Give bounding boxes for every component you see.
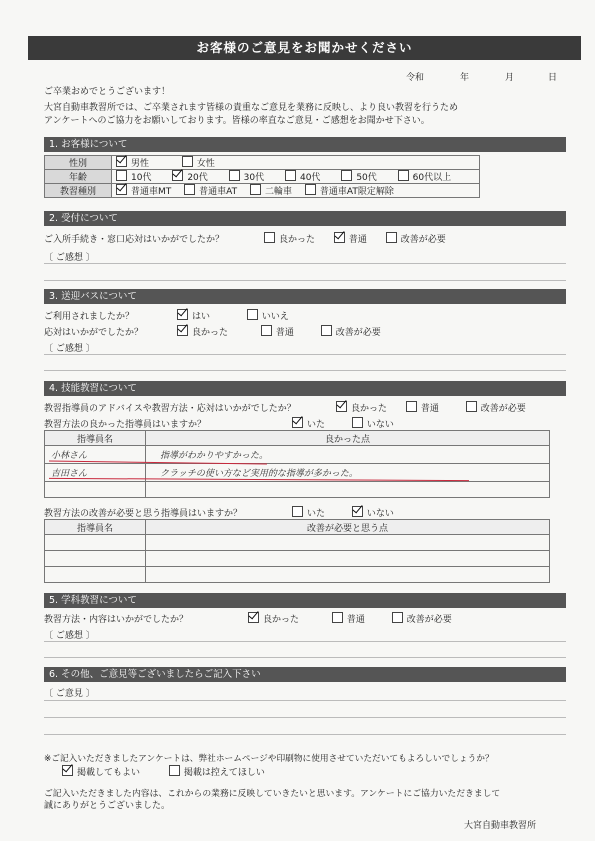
instructor-advice-options [336, 401, 526, 414]
option-regular-at[interactable]: 普通車AT [184, 184, 237, 197]
option-regular-mt[interactable]: 普通車MT [116, 184, 171, 197]
checkbox[interactable] [172, 170, 183, 181]
course-type-row [45, 184, 480, 198]
option-needs-improvement[interactable]: 改善が必要 [466, 401, 526, 414]
bus-usage-options [177, 309, 299, 322]
checkbox[interactable] [184, 184, 195, 195]
write-line [44, 354, 566, 355]
age-row [45, 170, 480, 184]
impression-label: 〔 ご感想 〕 [44, 344, 95, 354]
row-label: 年齢 [45, 170, 112, 184]
impression-label: 〔 ご感想 〕 [44, 631, 95, 641]
checkbox[interactable] [292, 417, 303, 428]
option-good[interactable]: 良かった [336, 401, 387, 414]
option-present[interactable]: いた [292, 506, 325, 519]
improve-instructor-question: 教習方法の改善が必要と思う指導員はいますか？ [44, 509, 243, 519]
table-row [45, 535, 550, 551]
option-20s[interactable]: 20代 [172, 170, 207, 183]
option-yes[interactable]: はい [177, 309, 210, 322]
checkbox[interactable] [466, 401, 477, 412]
age-options [112, 170, 480, 184]
option-good[interactable]: 良かった [248, 612, 299, 625]
table-row [45, 551, 550, 567]
option-absent[interactable]: いない [352, 506, 394, 519]
checkbox[interactable] [321, 325, 332, 336]
bus-service-question: 応対はいかがでしたか？ [44, 328, 144, 338]
date-era: 令和 [406, 73, 425, 83]
intro-line-1: ご卒業おめでとうございます！ [44, 87, 171, 97]
lecture-options [248, 612, 462, 625]
customer-info-table [44, 155, 480, 198]
lecture-question: 教習方法・内容はいかがでしたか？ [44, 615, 189, 625]
checkbox[interactable] [229, 170, 240, 181]
table-row [45, 482, 550, 498]
option-40s[interactable]: 40代 [285, 170, 320, 183]
bus-service-options [177, 325, 391, 338]
intro-line-2: 大宮自動車教習所では、ご卒業されます皆様の貴重なご意見を業務に反映し、より良い教習を行うため [44, 103, 459, 113]
instructor-name-cell[interactable]: 吉田さん [45, 464, 146, 482]
option-normal[interactable]: 普通 [334, 232, 367, 245]
good-instructor-question: 教習方法の良かった指導員はいますか？ [44, 420, 207, 430]
checkbox[interactable] [169, 765, 180, 776]
write-line [44, 717, 566, 718]
gender-row [45, 156, 480, 170]
option-allow-publish[interactable]: 掲載してもよい [62, 765, 140, 778]
checkbox[interactable] [261, 325, 272, 336]
comment-cell[interactable]: 指導がわかりやすかった。 [146, 446, 550, 464]
publish-options [62, 765, 275, 778]
impression-label: 〔 ご感想 〕 [44, 253, 95, 263]
checkbox[interactable] [334, 232, 345, 243]
checkbox[interactable] [248, 612, 259, 623]
comment-cell[interactable]: クラッチの使い方など実用的な指導が多かった。 [146, 464, 550, 482]
option-50s[interactable]: 50代 [341, 170, 376, 183]
intro-line-3: アンケートへのご協力をお願いしております。皆様の率直なご意見・ご感想をお聞かせ下さい。 [44, 116, 430, 126]
option-at-limit-removal[interactable]: 普通車AT限定解除 [305, 184, 394, 197]
checkbox[interactable] [406, 401, 417, 412]
option-present[interactable]: いた [292, 417, 325, 430]
column-header: 指導員名 [45, 431, 146, 446]
section2-heading: 2. 受付について [44, 211, 566, 226]
footer-organization: 大宮自動車教習所 [464, 821, 537, 831]
option-10s[interactable]: 10代 [116, 170, 151, 183]
write-line [44, 641, 566, 642]
checkbox[interactable] [341, 170, 352, 181]
instructor-name-cell[interactable] [45, 551, 146, 567]
course-options [112, 184, 480, 198]
instructor-advice-question: 教習指導員のアドバイスや教習方法・応対はいかがでしたか？ [44, 404, 296, 414]
column-header: 改善が必要と思う点 [146, 520, 550, 535]
checkbox[interactable] [264, 232, 275, 243]
write-line [44, 263, 566, 264]
instructor-name-cell[interactable] [45, 535, 146, 551]
publish-question: ※ご記入いただきましたアンケートは、弊社ホームページや印刷物に使用させていただいてもよろしいでしょうか？ [44, 754, 494, 764]
write-line [44, 700, 566, 701]
checkbox[interactable] [250, 184, 261, 195]
checkbox[interactable] [336, 401, 347, 412]
comment-cell[interactable] [146, 535, 550, 551]
improve-instructor-options [292, 506, 404, 519]
checkbox[interactable] [285, 170, 296, 181]
checkbox[interactable] [116, 170, 127, 181]
checkbox[interactable] [398, 170, 409, 181]
option-decline-publish[interactable]: 掲載は控えてほしい [169, 765, 265, 778]
reception-options [264, 232, 456, 245]
option-motorcycle[interactable]: 二輪車 [250, 184, 292, 197]
comment-cell[interactable] [146, 551, 550, 567]
gender-options [112, 156, 480, 170]
option-needs-improvement[interactable]: 改善が必要 [386, 232, 446, 245]
date-month: 月 [505, 73, 515, 83]
instructor-name-cell[interactable] [45, 567, 146, 583]
good-instructor-options [292, 417, 404, 430]
checkbox[interactable] [292, 506, 303, 517]
form-title: お客様のご意見をお聞かせください [28, 36, 581, 60]
option-needs-improvement[interactable]: 改善が必要 [321, 325, 381, 338]
checkbox[interactable] [62, 765, 73, 776]
table-row [45, 567, 550, 583]
checkbox[interactable] [116, 156, 127, 167]
option-good[interactable]: 良かった [264, 232, 315, 245]
date-day: 日 [548, 73, 558, 83]
option-normal[interactable]: 普通 [406, 401, 439, 414]
row-label: 教習種別 [45, 184, 112, 198]
write-line [44, 370, 566, 371]
row-label: 性別 [45, 156, 112, 170]
checkbox[interactable] [177, 325, 188, 336]
section3-heading: 3. 送迎バスについて [44, 289, 566, 304]
table-header [45, 431, 550, 446]
checkbox[interactable] [305, 184, 316, 195]
option-female[interactable]: 女性 [182, 156, 215, 169]
option-30s[interactable]: 30代 [229, 170, 264, 183]
option-absent[interactable]: いない [352, 417, 394, 430]
option-no[interactable]: いいえ [247, 309, 289, 322]
good-instructor-table [44, 430, 550, 498]
checkbox[interactable] [177, 309, 188, 320]
option-60s-plus[interactable]: 60代以上 [398, 170, 451, 183]
checkbox[interactable] [392, 612, 403, 623]
section4-heading: 4. 技能教習について [44, 381, 566, 396]
closing-line-1: ご記入いただきました内容は、これからの業務に反映していきたいと思います。アンケートにご協力いただきまして [44, 789, 501, 799]
checkbox[interactable] [352, 506, 363, 517]
bus-usage-question: ご利用されましたか？ [44, 312, 135, 322]
column-header: 良かった点 [146, 431, 550, 446]
improve-instructor-table [44, 519, 550, 583]
write-line [44, 734, 566, 735]
option-needs-improvement[interactable]: 改善が必要 [392, 612, 452, 625]
checkbox[interactable] [247, 309, 258, 320]
date-year: 年 [460, 73, 470, 83]
table-header [45, 520, 550, 535]
option-good[interactable]: 良かった [177, 325, 228, 338]
checkbox[interactable] [116, 184, 127, 195]
write-line [44, 657, 566, 658]
checkbox[interactable] [182, 156, 193, 167]
reception-question: ご入所手続き・窓口応対はいかがでしたか？ [44, 235, 225, 245]
checkbox[interactable] [386, 232, 397, 243]
comment-cell[interactable] [146, 482, 550, 498]
checkbox[interactable] [332, 612, 343, 623]
opinion-label: 〔 ご意見 〕 [44, 689, 95, 699]
instructor-name-cell[interactable] [45, 482, 146, 498]
comment-cell[interactable] [146, 567, 550, 583]
option-male[interactable]: 男性 [116, 156, 149, 169]
checkbox[interactable] [352, 417, 363, 428]
section5-heading: 5. 学科教習について [44, 593, 566, 608]
section6-heading: 6. その他、ご意見等ございましたらご記入下さい [44, 667, 566, 682]
closing-line-2: 誠にありがとうございました。 [44, 801, 171, 811]
option-normal[interactable]: 普通 [332, 612, 365, 625]
write-line [44, 280, 566, 281]
option-normal[interactable]: 普通 [261, 325, 294, 338]
instructor-name-cell[interactable]: 小林さん [45, 446, 146, 464]
section1-heading: 1. お客様について [44, 137, 566, 152]
column-header: 指導員名 [45, 520, 146, 535]
